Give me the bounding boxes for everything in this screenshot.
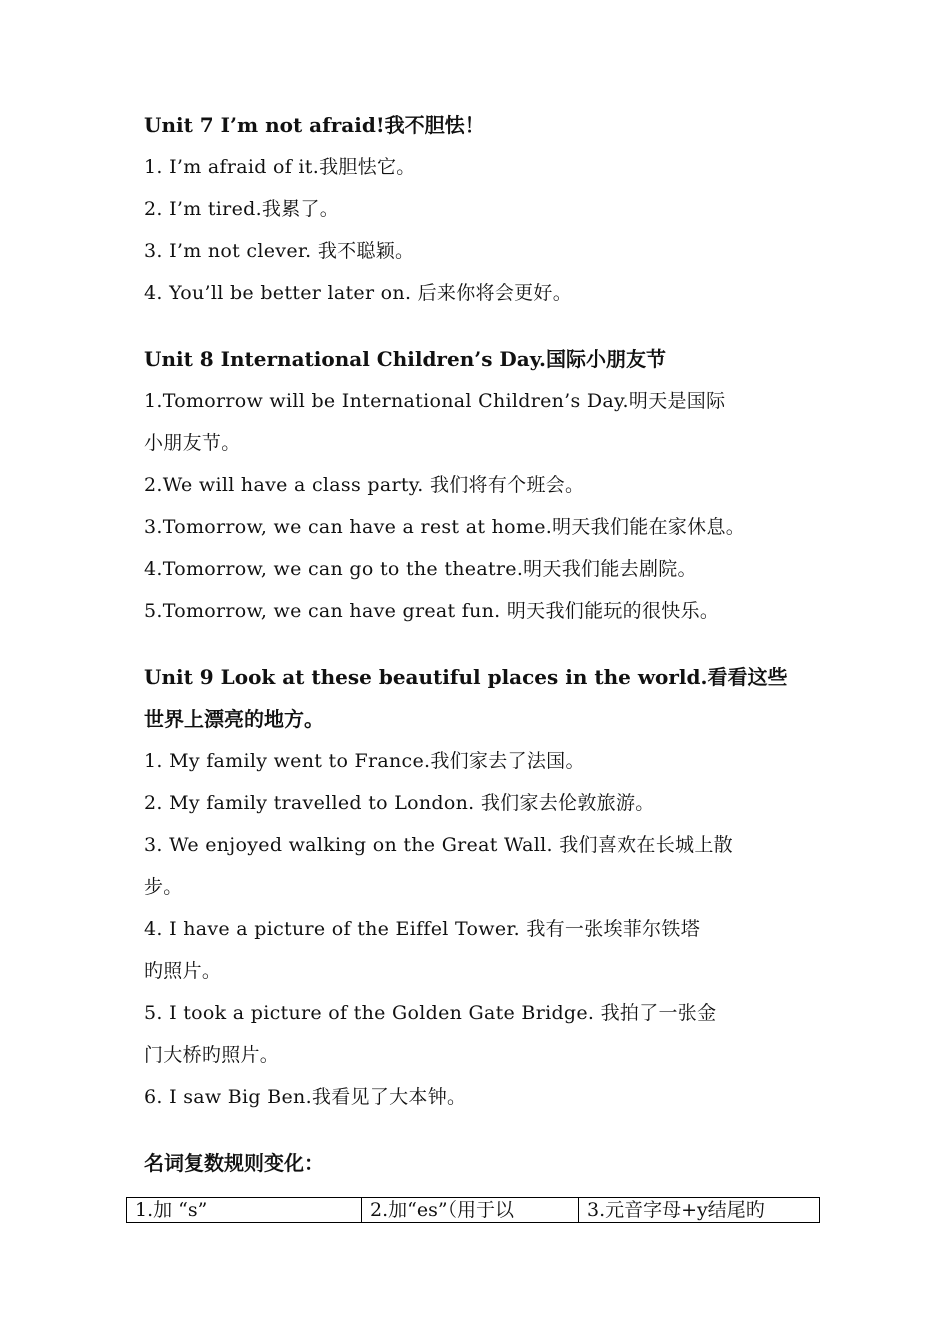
unit9-line-2: 2. My family travelled to London. 我们家去伦敦旅游。 [144,792,655,814]
unit9-line-1: 1. My family went to France.我们家去了法国。 [144,750,585,772]
table-cell-rule-3: 3.元音字母+y结尾旳 [579,1198,820,1223]
unit8-line-2: 2.We will have a class party. 我们将有个班会。 [144,474,585,496]
unit7-line-3: 3. I’m not clever. 我不聪颖。 [144,240,415,262]
unit9-line-5: 5. I took a picture of the Golden Gate Bridge. 我拍了一张金 [144,1002,717,1024]
unit7-line-1: 1. I’m afraid of it.我胆怯它。 [144,156,416,178]
document-page [144,104,824,1184]
unit9-line-3: 3. We enjoyed walking on the Great Wall. 我们喜欢在长城上散 [144,834,733,856]
unit8-line-4: 4.Tomorrow, we can go to the theatre.明天我们能去剧院。 [144,558,697,580]
unit8-title: Unit 8 International Children’s Day.国际小朋友节 [144,347,667,371]
unit9-title-line1: Unit 9 Look at these beautiful places in the world.看看这些 [144,665,788,689]
unit8-line-1: 1.Tomorrow will be International Children’s Day.明天是国际 [144,390,726,412]
table-cell-rule-2: 2.加“es”（用于以 [362,1198,579,1223]
unit9-line-4b: 旳照片。 [144,960,222,982]
unit9-line-3b: 步。 [144,876,183,898]
plural-rules-table [126,1197,820,1223]
unit9-line-6: 6. I saw Big Ben.我看见了大本钟。 [144,1086,467,1108]
table-cell-rule-1: 1.加 “s” [127,1198,362,1223]
unit9-line-4: 4. I have a picture of the Eiffel Tower. 我有一张埃菲尔铁塔 [144,918,701,940]
unit7-line-4: 4. You’ll be better later on. 后来你将会更好。 [144,282,573,304]
unit7-line-2: 2. I’m tired.我累了。 [144,198,340,220]
unit8-line-5: 5.Tomorrow, we can have great fun. 明天我们能玩的很快乐。 [144,600,720,622]
unit9-line-5b: 门大桥旳照片。 [144,1044,280,1066]
unit7-title: Unit 7 I’m not afraid!我不胆怯！ [144,113,485,137]
unit8-line-3: 3.Tomorrow, we can have a rest at home.明天我们能在家休息。 [144,516,746,538]
table-row [127,1198,820,1223]
plural-title: 名词复数规则变化： [144,1151,324,1175]
unit8-line-1b: 小朋友节。 [144,432,241,454]
unit9-title-line2: 世界上漂亮的地方。 [144,707,324,731]
